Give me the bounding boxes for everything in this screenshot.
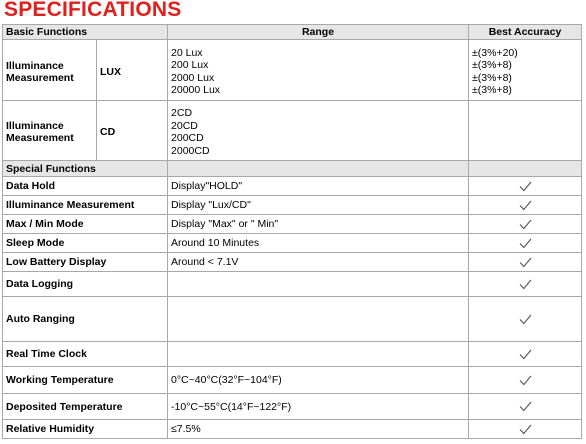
special-function-row	[3, 272, 582, 297]
special-header-blank	[469, 161, 582, 177]
special-function-check	[469, 367, 582, 394]
special-function-value	[168, 342, 469, 367]
special-function-row	[3, 196, 582, 215]
special-function-value	[168, 272, 469, 297]
check-icon	[472, 401, 578, 412]
basic-function-name: Illuminance Measurement	[3, 40, 97, 101]
special-function-value: Around < 7.1V	[168, 253, 469, 272]
basic-ranges	[168, 40, 469, 101]
special-function-row	[3, 342, 582, 367]
basic-unit: CD	[97, 101, 168, 161]
special-function-check	[469, 215, 582, 234]
page-title: SPECIFICATIONS	[4, 0, 182, 21]
special-function-row	[3, 420, 582, 439]
range-value: 20CD	[171, 119, 198, 132]
range-value: 20 Lux	[171, 46, 203, 59]
special-function-value: ≤7.5%	[168, 420, 469, 439]
check-icon	[472, 349, 578, 360]
check-icon	[472, 200, 578, 211]
special-header-blank	[168, 161, 469, 177]
header-range: Range	[168, 25, 469, 40]
special-function-row	[3, 215, 582, 234]
special-function-name: Illuminance Measurement	[3, 196, 168, 215]
accuracy-value: ±(3%+8)	[472, 59, 512, 71]
special-function-check	[469, 342, 582, 367]
check-icon	[472, 279, 578, 290]
special-function-row	[3, 177, 582, 196]
check-icon	[472, 314, 578, 325]
special-function-name: Max / Min Mode	[3, 215, 168, 234]
table-header-row	[3, 25, 582, 40]
range-value: 2000CD	[171, 144, 210, 157]
basic-row-cd	[3, 101, 582, 161]
special-function-name: Deposited Temperature	[3, 394, 168, 420]
special-function-name: Working Temperature	[3, 367, 168, 394]
header-basic-functions: Basic Functions	[3, 25, 168, 40]
special-function-row	[3, 394, 582, 420]
special-functions-header: Special Functions	[3, 161, 168, 177]
range-value: 20000 Lux	[171, 84, 221, 96]
special-function-value: Display"HOLD"	[168, 177, 469, 196]
range-value: 2000 Lux	[171, 71, 215, 84]
special-function-value: Display "Lux/CD"	[168, 196, 469, 215]
special-function-name: Sleep Mode	[3, 234, 168, 253]
special-function-name: Data Logging	[3, 272, 168, 297]
special-function-value: Around 10 Minutes	[168, 234, 469, 253]
special-function-row	[3, 297, 582, 342]
basic-accuracy	[469, 40, 582, 101]
special-function-row	[3, 234, 582, 253]
special-function-name: Auto Ranging	[3, 297, 168, 342]
accuracy-value: ±(3%+8)	[472, 84, 512, 96]
special-functions-header-row	[3, 161, 582, 177]
specifications-table	[2, 24, 582, 439]
special-function-name: Data Hold	[3, 177, 168, 196]
basic-unit: LUX	[97, 40, 168, 101]
check-icon	[472, 257, 578, 268]
basic-row-lux	[3, 40, 582, 101]
special-function-name: Low Battery Display	[3, 253, 168, 272]
range-value: 200CD	[171, 132, 204, 144]
special-function-check	[469, 420, 582, 439]
check-icon	[472, 238, 578, 249]
check-icon	[472, 424, 578, 435]
special-function-row	[3, 367, 582, 394]
special-function-check	[469, 234, 582, 253]
special-function-check	[469, 272, 582, 297]
special-function-check	[469, 297, 582, 342]
special-function-check	[469, 253, 582, 272]
special-function-value: -10°C~55°C(14°F~122°F)	[168, 394, 469, 420]
basic-ranges	[168, 101, 469, 161]
special-function-row	[3, 253, 582, 272]
header-best-accuracy: Best Accuracy	[469, 25, 582, 40]
special-function-value: 0°C~40°C(32°F~104°F)	[168, 367, 469, 394]
accuracy-value: ±(3%+20)	[472, 46, 518, 59]
accuracy-value: ±(3%+8)	[472, 71, 512, 84]
special-function-name: Relative Humidity	[3, 420, 168, 439]
range-value: 2CD	[171, 107, 193, 119]
special-function-check	[469, 196, 582, 215]
check-icon	[472, 375, 578, 386]
special-function-check	[469, 177, 582, 196]
special-function-value	[168, 297, 469, 342]
check-icon	[472, 219, 578, 230]
range-value: 200 Lux	[171, 59, 209, 71]
special-function-name: Real Time Clock	[3, 342, 168, 367]
basic-function-name: Illuminance Measurement	[3, 101, 97, 161]
basic-accuracy	[469, 101, 582, 161]
check-icon	[472, 181, 578, 192]
special-function-value: Display "Max" or " Min"	[168, 215, 469, 234]
special-function-check	[469, 394, 582, 420]
